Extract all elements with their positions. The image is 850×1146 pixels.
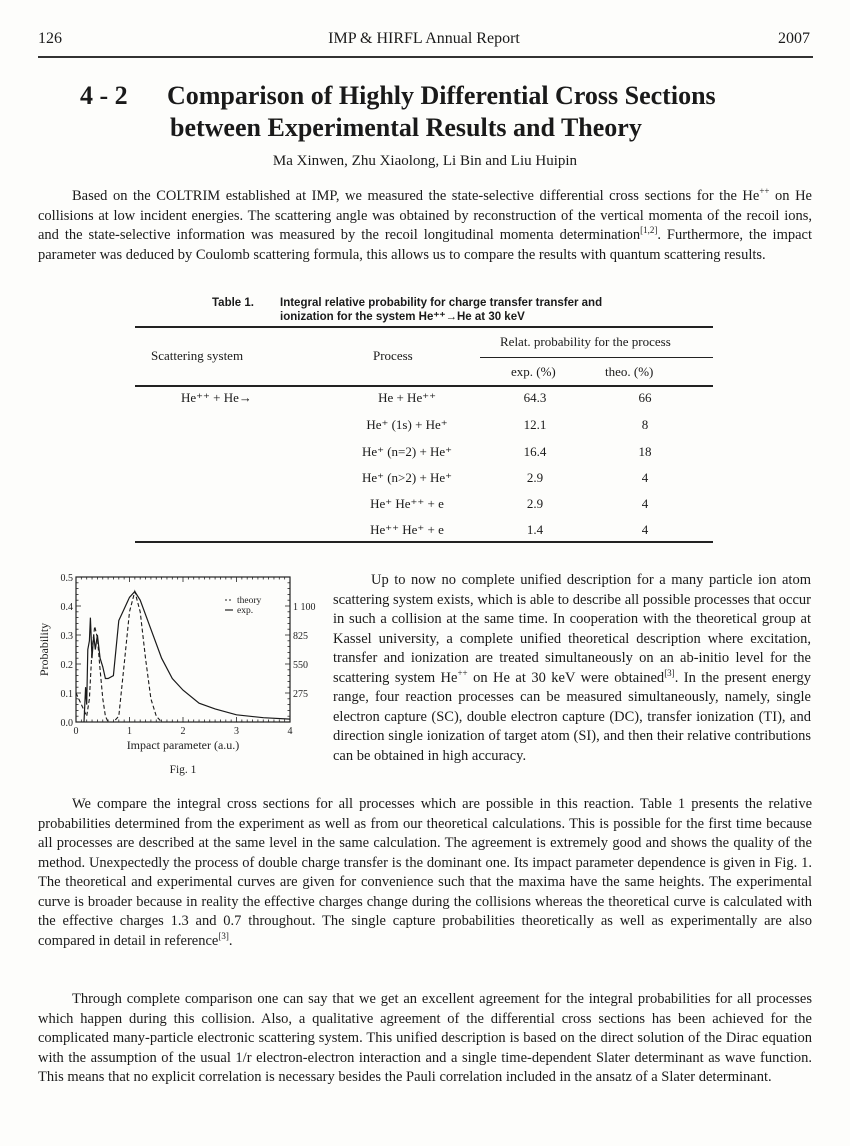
superscript: ++ [457, 667, 468, 678]
y-tick-label: 0.0 [60, 718, 73, 729]
report-year: 2007 [778, 30, 810, 47]
y-tick-label: 0.5 [60, 573, 73, 584]
x-tick-label: 2 [180, 726, 186, 737]
paragraph-intro [38, 187, 812, 265]
table-bottom-rule [135, 541, 713, 543]
text: Based on the COLTRIM established at IMP, we measured the state-selective differential cross sections for the He [72, 188, 760, 204]
cell-theo: 4 [641, 496, 649, 511]
legend-exp-label: exp. [237, 606, 254, 616]
text: We compare the integral cross sections for all processes which are possible in this reaction. Table 1 presents the relative probabilities determined from the experiment as well as from our theoretical calculations. This is possible for the first time because all processes are described at the same level in the same calculation. The agreement is extremely good and shows the quality of the method. Unexpectedly the process of double charge transfer is the dominant one. Its impact parameter dependence is given in Fig. 1. The theoretical and experimental curves are given for convenience such that the maxima have the same heights. The experimental curve is broader because in reality the effective charges change during the collisions whereas the theoretical curve is calculated with the effective charges 1.3 and 0.7 throughout. The single capture probabilities theoretically as well as experimentally are also compared in detail in reference [38, 796, 812, 949]
cell-process: He⁺ He⁺⁺ + e [370, 496, 444, 511]
figure-caption: Fig. 1 [169, 764, 197, 776]
header-process: Process [373, 348, 413, 363]
cell-process: He⁺ (n>2) + He⁺ [361, 470, 453, 485]
table-header-rule [135, 385, 713, 387]
cell-theo: 4 [641, 522, 649, 537]
text: . [228, 932, 233, 949]
legend-theory-label: theory [237, 596, 262, 606]
cell-theo: 18 [638, 444, 652, 459]
y-axis-label: Probability [37, 622, 51, 677]
text: on He at 30 keV were obtained [467, 669, 665, 686]
cell-process: He + He⁺⁺ [378, 390, 436, 405]
text: . Furthermore, the impact parameter was deduced by Coulomb scattering formula, this allows us to compare the results with quantum scattering results. [38, 227, 813, 263]
header-theo: theo. (%) [605, 364, 654, 379]
y-tick-label: 0.2 [60, 660, 73, 671]
paragraph-conclusion: Through complete comparison one can say that we get an excellent agreement for the integral probabilities for all processes which happen during this collision. Also, a qualitative agreement of the differential cross sections has been achieved for the complicated many-particle electronic scattering system. This unified description is based on the direct solution of the Dirac equation with the assumption of the usual 1/r electron-electron interaction and a single time-dependent Slater determinant as wave function. This means that no explicit correlation is necessary besides the Pauli correlation included in the ansatz of a Slater determinant. [38, 991, 812, 1085]
text: on He collisions at low incident energies. The scattering angle was obtained by reconstruction of the vertical momenta of the recoil ions, and the state-selective information was measured by the recoil longitudinal momenta determination [38, 188, 812, 243]
cell-exp: 2.9 [526, 470, 544, 485]
superscript: ++ [759, 186, 770, 197]
running-header [38, 30, 810, 54]
y2-tick-label: 825 [293, 631, 308, 642]
paragraph-comparison [38, 795, 812, 951]
page-number: 126 [38, 30, 62, 47]
authors: Ma Xinwen, Zhu Xiaolong, Li Bin and Liu Huipin [272, 153, 578, 169]
table-label: Table 1. [212, 297, 254, 309]
header-relat-probability: Relat. probability for the process [500, 334, 671, 349]
journal-name: IMP & HIRFL Annual Report [328, 30, 520, 47]
x-tick-label: 1 [127, 726, 132, 737]
figure-1 [30, 568, 330, 783]
citation: [3] [664, 667, 675, 678]
group-rule [480, 357, 713, 358]
exp-curve [84, 592, 290, 723]
cell-exp: 16.4 [523, 444, 547, 459]
x-tick-label: 0 [73, 726, 79, 737]
table-caption-line-1: Integral relative probability for charge transfer transfer and [280, 297, 603, 309]
y-tick-label: 0.4 [60, 602, 73, 613]
x-tick-label: 3 [234, 726, 239, 737]
cell-exp: 2.9 [526, 496, 544, 511]
cell-theo: 8 [641, 417, 649, 432]
citation: [3] [218, 930, 229, 941]
cell-theo: 66 [638, 390, 652, 405]
x-tick-label: 4 [287, 726, 293, 737]
cell-system: He⁺⁺ + He→ [181, 390, 252, 405]
y2-tick-label: 1 100 [293, 602, 316, 613]
y-tick-label: 0.3 [60, 631, 73, 642]
text: Up to now no complete unified description for a many particle ion atom scattering system exists, which is able to describe all possible processes that occur in such a collision at the same time. In cooperation with the theoretical group at Kassel university, a complete unified theoretical description where excitation, transfer and ionization are treated simultaneously on an ab-initio level for the scattering system He [333, 572, 811, 686]
title-line-2: between Experimental Results and Theory [170, 113, 642, 142]
section-number: 4 - 2 [80, 81, 128, 110]
probability-chart [30, 568, 330, 783]
paragraph-unified-description [333, 571, 811, 766]
header-rule [38, 56, 813, 58]
y2-tick-label: 275 [293, 689, 308, 700]
cell-exp: 1.4 [526, 522, 544, 537]
cell-exp: 12.1 [523, 417, 547, 432]
text: . In the present energy range, four reaction processes can be measured simultaneously, namely, single electron capture (SC), double electron capture (DC), transfer ionization (TI), and direction single ionization of target atom (SI), and then their relative contributions can be obtained in high accuracy. [333, 669, 811, 764]
cell-process: He⁺ (n=2) + He⁺ [361, 444, 453, 459]
y-tick-label: 0.1 [60, 689, 73, 700]
cell-exp: 64.3 [523, 390, 547, 405]
citation: [1,2] [640, 225, 658, 236]
cell-theo: 4 [641, 470, 649, 485]
cell-process: He⁺ (1s) + He⁺ [366, 417, 448, 432]
header-scattering-system: Scattering system [151, 348, 244, 363]
x-axis-label: Impact parameter (a.u.) [126, 738, 240, 752]
y2-tick-label: 550 [293, 660, 308, 671]
results-table [135, 326, 713, 546]
theory-curve [76, 592, 290, 723]
table-top-rule [135, 326, 713, 328]
table-caption-line-2: ionization for the system He⁺⁺→He at 30 keV [280, 311, 525, 323]
title-line-1: Comparison of Highly Differential Cross Sections [167, 81, 716, 110]
cell-process: He⁺⁺ He⁺ + e [370, 522, 444, 537]
header-exp: exp. (%) [511, 364, 556, 379]
